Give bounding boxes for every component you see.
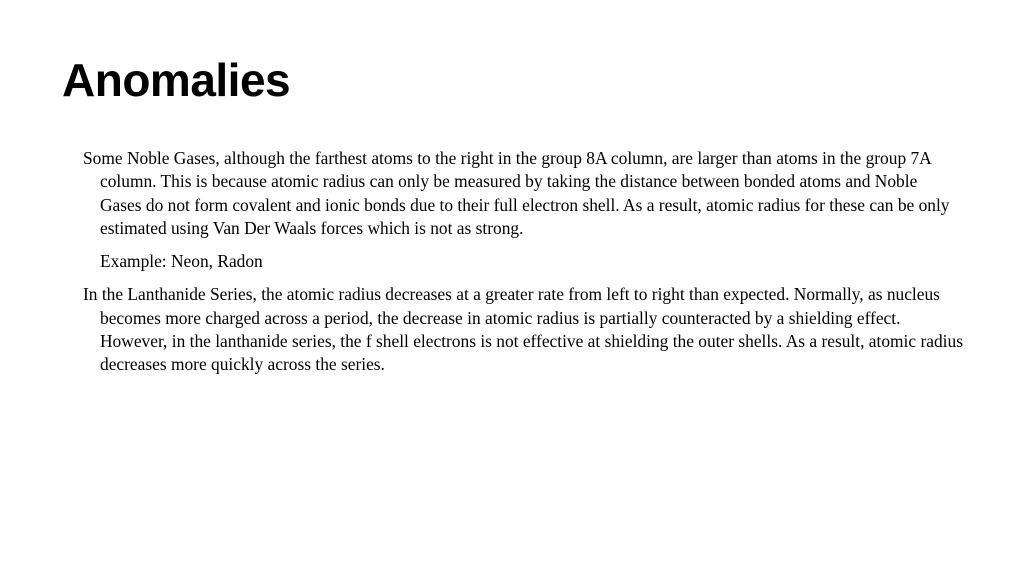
slide-body <box>83 147 963 377</box>
paragraph-lanthanide-series: In the Lanthanide Series, the atomic radius decreases at a greater rate from left to right than expected. Normally, as nucleus becomes more charged across a period, the decrease in atomic radius is partially counteracted by a shielding effect. However, in the lanthanide series, the f shell electrons is not effective at shielding the outer shells. As a result, atomic radius decreases more quickly across the series. <box>83 284 963 375</box>
slide-title: Anomalies <box>62 54 291 106</box>
paragraph-noble-gases: Some Noble Gases, although the farthest atoms to the right in the group 8A column, are larger than atoms in the group 7A column. This is because atomic radius can only be measured by taking the distance between bonded atoms and Noble Gases do not form covalent and ionic bonds due to their full electron shell. As a result, atomic radius for these can be only estimated using Van Der Waals forces which is not as strong. <box>83 148 950 238</box>
example-line: Example: Neon, Radon <box>100 251 263 272</box>
